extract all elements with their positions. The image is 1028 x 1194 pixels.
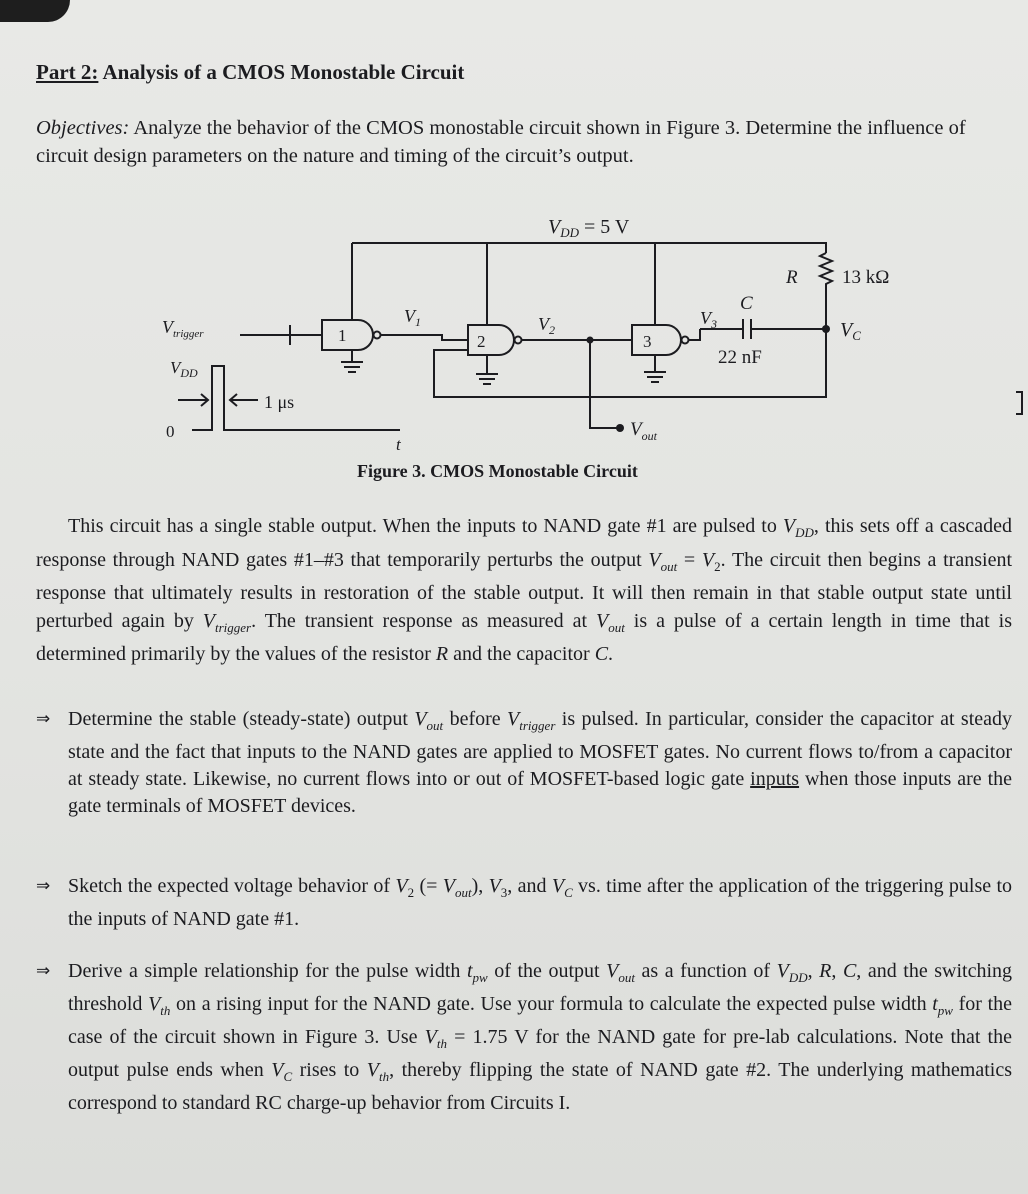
gate-2-number: 2 bbox=[477, 332, 486, 351]
objectives-lead: Objectives: bbox=[36, 117, 130, 139]
symbol: V bbox=[414, 708, 427, 730]
symbol: V bbox=[488, 875, 501, 897]
symbol-subscript: C bbox=[564, 885, 573, 900]
text-run: (= bbox=[414, 875, 443, 897]
symbol: C bbox=[594, 643, 609, 665]
text-run: for the case of the circuit shown in Figure 3. Use bbox=[68, 993, 1012, 1048]
symbol: V bbox=[776, 960, 789, 982]
text-run: , bbox=[831, 960, 843, 982]
text-run: . bbox=[608, 643, 614, 665]
capacitor-symbol bbox=[743, 319, 751, 339]
bullet-sketch bbox=[36, 873, 1012, 933]
text-run: Sketch the expected voltage behavior of bbox=[68, 875, 396, 897]
symbol: V bbox=[271, 1059, 284, 1081]
symbol: V bbox=[701, 548, 715, 571]
symbol-subscript: pw bbox=[472, 970, 488, 985]
objectives-paragraph bbox=[36, 114, 1021, 170]
text-run: , and the switching threshold bbox=[68, 960, 1013, 1015]
symbol: R bbox=[435, 643, 449, 665]
text-run: vs. time after the application of the triggering pulse to the inputs of NAND gate #1. bbox=[68, 875, 1012, 930]
text-run: This circuit has a single stable output. When the inputs to NAND gate #1 are pulsed to bbox=[68, 515, 783, 537]
symbol: V bbox=[606, 960, 619, 982]
text-run: is pulsed. In particular, consider the capacitor at steady state and the fact that inputs to the NAND gates are applied to MOSFET gates. No current flows to/from a capacitor at steady state. Likewise, no current flows into or out of MOSFET-based logic gate bbox=[68, 708, 1013, 790]
vc-label: $V_C$ bbox=[840, 319, 861, 343]
symbol-subscript: DD bbox=[788, 970, 808, 985]
symbol: V bbox=[551, 875, 565, 897]
symbol-subscript: th bbox=[436, 1036, 447, 1051]
text-run: , bbox=[807, 960, 820, 982]
symbol: V bbox=[202, 609, 215, 632]
time-axis-label: t bbox=[396, 435, 401, 454]
symbol-subscript: out bbox=[454, 885, 472, 900]
text-run: Derive a simple relationship for the pulse width bbox=[68, 960, 467, 982]
circuit-figure bbox=[0, 200, 1028, 462]
text-run: when those inputs are the gate terminals of MOSFET devices. bbox=[68, 768, 1012, 817]
symbol: V bbox=[395, 875, 408, 897]
resistor-symbol bbox=[820, 253, 832, 328]
symbol-subscript: DD bbox=[795, 525, 814, 540]
vout-label: $V_{out}$ bbox=[630, 419, 657, 443]
text-run: is a pulse of a certain length in time that is determined primarily by the values of the resistor bbox=[36, 609, 1012, 665]
symbol-subscript: 3 bbox=[500, 885, 508, 900]
body-paragraph bbox=[36, 513, 1012, 669]
vout-node bbox=[616, 424, 624, 432]
symbol: V bbox=[442, 875, 455, 897]
text-run: . The transient response as measured at bbox=[251, 609, 596, 632]
objectives-text: Analyze the behavior of the CMOS monostable circuit shown in Figure 3. Determine the influence of circuit design parameters on the nature and timing of the circuit’s output. bbox=[36, 117, 966, 167]
vtrigger-label: $V_{trigger}$ bbox=[162, 317, 204, 340]
text-run: , this sets off a cascaded response through NAND gates #1–#3 that temporarily perturbs the output bbox=[36, 515, 1012, 571]
text-run: = 1.75 V for the NAND gate for pre-lab calculations. Note that the output pulse ends when bbox=[68, 1026, 1012, 1081]
v3-label: $V_3$ bbox=[700, 308, 717, 331]
pulse-width-label: 1 μs bbox=[264, 392, 295, 412]
text-run: , and bbox=[507, 875, 552, 897]
section-title: Analysis of a CMOS Monostable Circuit bbox=[102, 60, 465, 84]
pulse-vdd-label: $V_{DD}$ bbox=[170, 358, 198, 380]
symbol-subscript: 2 bbox=[407, 885, 415, 900]
symbol-subscript: th bbox=[379, 1069, 390, 1084]
symbol: V bbox=[782, 515, 796, 537]
symbol-subscript: out bbox=[608, 619, 625, 635]
gate-1-number: 1 bbox=[338, 326, 347, 345]
v2-node bbox=[587, 337, 594, 344]
text-run: of the output bbox=[487, 960, 607, 982]
text-run: as a function of bbox=[634, 960, 777, 982]
bullet-text bbox=[68, 706, 1012, 820]
section-part-label: Part 2: bbox=[36, 60, 99, 84]
resistor-value: 13 kΩ bbox=[842, 267, 890, 288]
arrow-bullet-icon: ⇒ bbox=[36, 709, 51, 729]
bullet-steady-state bbox=[36, 706, 1012, 820]
symbol: V bbox=[507, 708, 520, 730]
pulse-width-arrows bbox=[178, 394, 258, 406]
section-heading bbox=[36, 60, 464, 85]
capacitor-value: 22 nF bbox=[718, 347, 762, 368]
symbol: R bbox=[819, 960, 832, 982]
text-run: ), bbox=[471, 875, 489, 897]
v1-label: $V_1$ bbox=[404, 306, 421, 329]
v2-label: $V_2$ bbox=[538, 314, 555, 337]
text-run: Determine the stable (steady-state) output bbox=[68, 708, 415, 730]
bullet-text bbox=[68, 958, 1012, 1117]
bullet-derive bbox=[36, 958, 1012, 1117]
text-run: rises to bbox=[292, 1059, 367, 1081]
text-run: = bbox=[677, 548, 702, 571]
text-run: , thereby flipping the state of NAND gate #2. The underlying mathematics correspond to standard RC charge-up behavior from Circuits I. bbox=[68, 1059, 1013, 1114]
symbol: t bbox=[932, 993, 938, 1015]
text-run: before bbox=[443, 708, 508, 730]
arrow-bullet-icon: ⇒ bbox=[36, 876, 51, 896]
symbol-subscript: trigger bbox=[214, 619, 252, 635]
symbol: C bbox=[842, 960, 857, 982]
photo-corner-shadow bbox=[0, 0, 70, 22]
figure-caption: Figure 3. CMOS Monostable Circuit bbox=[357, 461, 638, 481]
nand-gate-2 bbox=[468, 325, 514, 355]
nand-gate-1 bbox=[322, 320, 373, 350]
nand-gate-3 bbox=[632, 325, 681, 355]
vdd-label: $V_{DD} = 5$ V bbox=[548, 216, 630, 240]
symbol: t bbox=[466, 960, 473, 982]
underlined-word: inputs bbox=[750, 768, 800, 790]
symbol: V bbox=[424, 1026, 437, 1048]
gate-3-number: 3 bbox=[643, 332, 652, 351]
resistor-name: R bbox=[786, 267, 798, 288]
symbol-subscript: pw bbox=[937, 1003, 953, 1018]
text-run: on a rising input for the NAND gate. Use your formula to calculate the expected pulse width bbox=[170, 993, 933, 1015]
pulse-zero-label: 0 bbox=[166, 422, 175, 441]
trigger-pulse-waveform bbox=[192, 366, 400, 430]
text-run: and the capacitor bbox=[448, 643, 595, 665]
symbol-subscript: out bbox=[426, 718, 444, 733]
text-run: . The circuit then begins a transient response that ultimately results in restoration of the stable output. It will then remain in that stable output state until perturbed again by bbox=[36, 548, 1012, 632]
symbol: V bbox=[366, 1059, 380, 1081]
symbol-subscript: trigger bbox=[519, 718, 556, 733]
symbol-subscript: th bbox=[160, 1003, 171, 1018]
symbol-subscript: 2 bbox=[714, 558, 721, 574]
symbol: V bbox=[648, 548, 661, 571]
symbol-subscript: C bbox=[283, 1069, 293, 1084]
symbol-subscript: out bbox=[660, 558, 678, 574]
symbol: V bbox=[596, 609, 609, 632]
symbol: V bbox=[148, 993, 161, 1015]
bullet-text bbox=[68, 873, 1012, 933]
symbol-subscript: out bbox=[618, 970, 635, 985]
capacitor-name: C bbox=[740, 293, 753, 314]
arrow-bullet-icon: ⇒ bbox=[36, 961, 51, 981]
